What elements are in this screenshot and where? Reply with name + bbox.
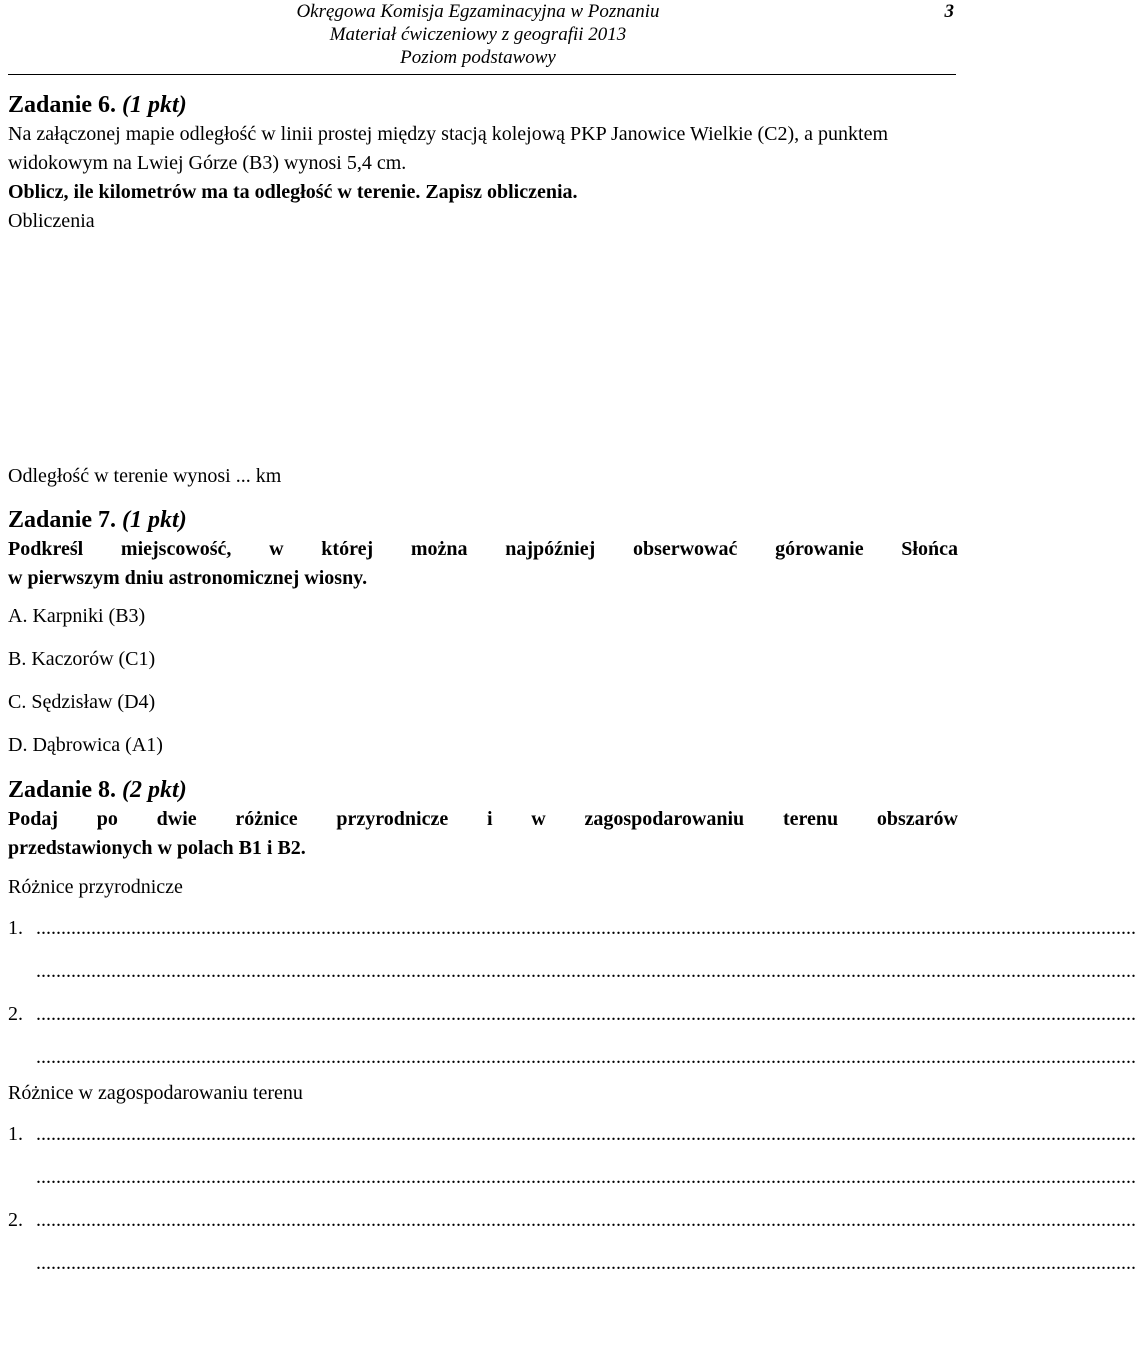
answer-number-1: 1. <box>8 917 23 939</box>
header-commission: Okręgowa Komisja Egzaminacyjna w Poznaniu <box>296 1 660 22</box>
header-material: Materiał ćwiczeniowy z geografii 2013 <box>329 24 627 45</box>
header-text-block <box>8 0 948 69</box>
natural-difference-1-line-2[interactable] <box>8 957 1136 1000</box>
task-6-answer[interactable]: Odległość w terenie wynosi ... km <box>8 465 282 487</box>
task-8-title <box>8 775 958 805</box>
section-natural-differences-label: Różnice przyrodnicze <box>8 876 183 898</box>
task-6-instruction: Oblicz, ile kilometrów ma ta odległość w terenie. Zapisz obliczenia. <box>8 181 578 203</box>
task-7-instruction-line-1: Podkreśl miejscowość, w której można najpóźniej obserwować górowanie Słońca <box>8 538 958 560</box>
task-7 <box>8 505 958 758</box>
answer-dots: ............................................................................................................................................................................................................................ <box>36 1252 1136 1274</box>
calculation-space[interactable] <box>8 236 958 462</box>
answer-dots: ............................................................................................................................................................................................................................ <box>36 917 1136 939</box>
task-7-title <box>8 505 958 535</box>
task-6-title <box>8 90 958 120</box>
task-7-number: Zadanie 7. <box>8 507 117 533</box>
answer-dots: ............................................................................................................................................................................................................................ <box>36 1209 1136 1231</box>
land-use-difference-1-line-2[interactable] <box>8 1163 1136 1206</box>
answer-number-1: 1. <box>8 1123 23 1145</box>
answer-dots: ............................................................................................................................................................................................................................ <box>36 960 1136 982</box>
task-8-points: (2 pkt) <box>122 777 187 803</box>
option-d[interactable]: D. Dąbrowica (A1) <box>8 734 163 756</box>
task-8-instruction-line-1: Podaj po dwie różnice przyrodnicze i w zagospodarowaniu terenu obszarów <box>8 808 958 830</box>
task-6 <box>8 90 958 491</box>
page-content <box>8 90 1136 1279</box>
answer-dots: ............................................................................................................................................................................................................................ <box>36 1123 1136 1145</box>
natural-difference-2-line-1[interactable] <box>8 1000 1136 1043</box>
section-land-use-differences-label: Różnice w zagospodarowaniu terenu <box>8 1082 303 1104</box>
task-6-number: Zadanie 6. <box>8 92 117 118</box>
task-6-text: Na załączonej mapie odległość w linii prostej między stacją kolejową PKP Janowice Wielkie (C2), a punktem widokowym na Lwiej Górze (B3) wynosi 5,4 cm. <box>8 123 889 174</box>
answer-dots: ............................................................................................................................................................................................................................ <box>36 1046 1136 1068</box>
task-6-calc-label: Obliczenia <box>8 210 95 232</box>
land-use-difference-2-line-2[interactable] <box>8 1249 1136 1279</box>
answer-number-2: 2. <box>8 1003 23 1025</box>
task-6-points: (1 pkt) <box>122 92 187 118</box>
task-7-options <box>8 603 958 758</box>
option-b[interactable]: B. Kaczorów (C1) <box>8 648 156 670</box>
option-a[interactable]: A. Karpniki (B3) <box>8 605 146 627</box>
land-use-difference-2-line-1[interactable] <box>8 1206 1136 1249</box>
task-8-instruction-line-2: przedstawionych w polach B1 i B2. <box>8 837 306 859</box>
task-7-instruction-line-2: w pierwszym dniu astronomicznej wiosny. <box>8 567 368 589</box>
answer-number-2: 2. <box>8 1209 23 1231</box>
task-8 <box>8 775 1136 1279</box>
header-level: Poziom podstawowy <box>400 47 556 68</box>
task-8-number: Zadanie 8. <box>8 777 117 803</box>
page-header <box>8 0 956 75</box>
task-7-points: (1 pkt) <box>122 507 187 533</box>
answer-dots: ............................................................................................................................................................................................................................ <box>36 1003 1136 1025</box>
page-number: 3 <box>944 1 954 22</box>
answer-dots: ............................................................................................................................................................................................................................ <box>36 1166 1136 1188</box>
natural-difference-1-line-1[interactable] <box>8 914 1136 957</box>
land-use-difference-1-line-1[interactable] <box>8 1120 1136 1163</box>
natural-difference-2-line-2[interactable] <box>8 1043 1136 1079</box>
option-c[interactable]: C. Sędzisław (D4) <box>8 691 156 713</box>
